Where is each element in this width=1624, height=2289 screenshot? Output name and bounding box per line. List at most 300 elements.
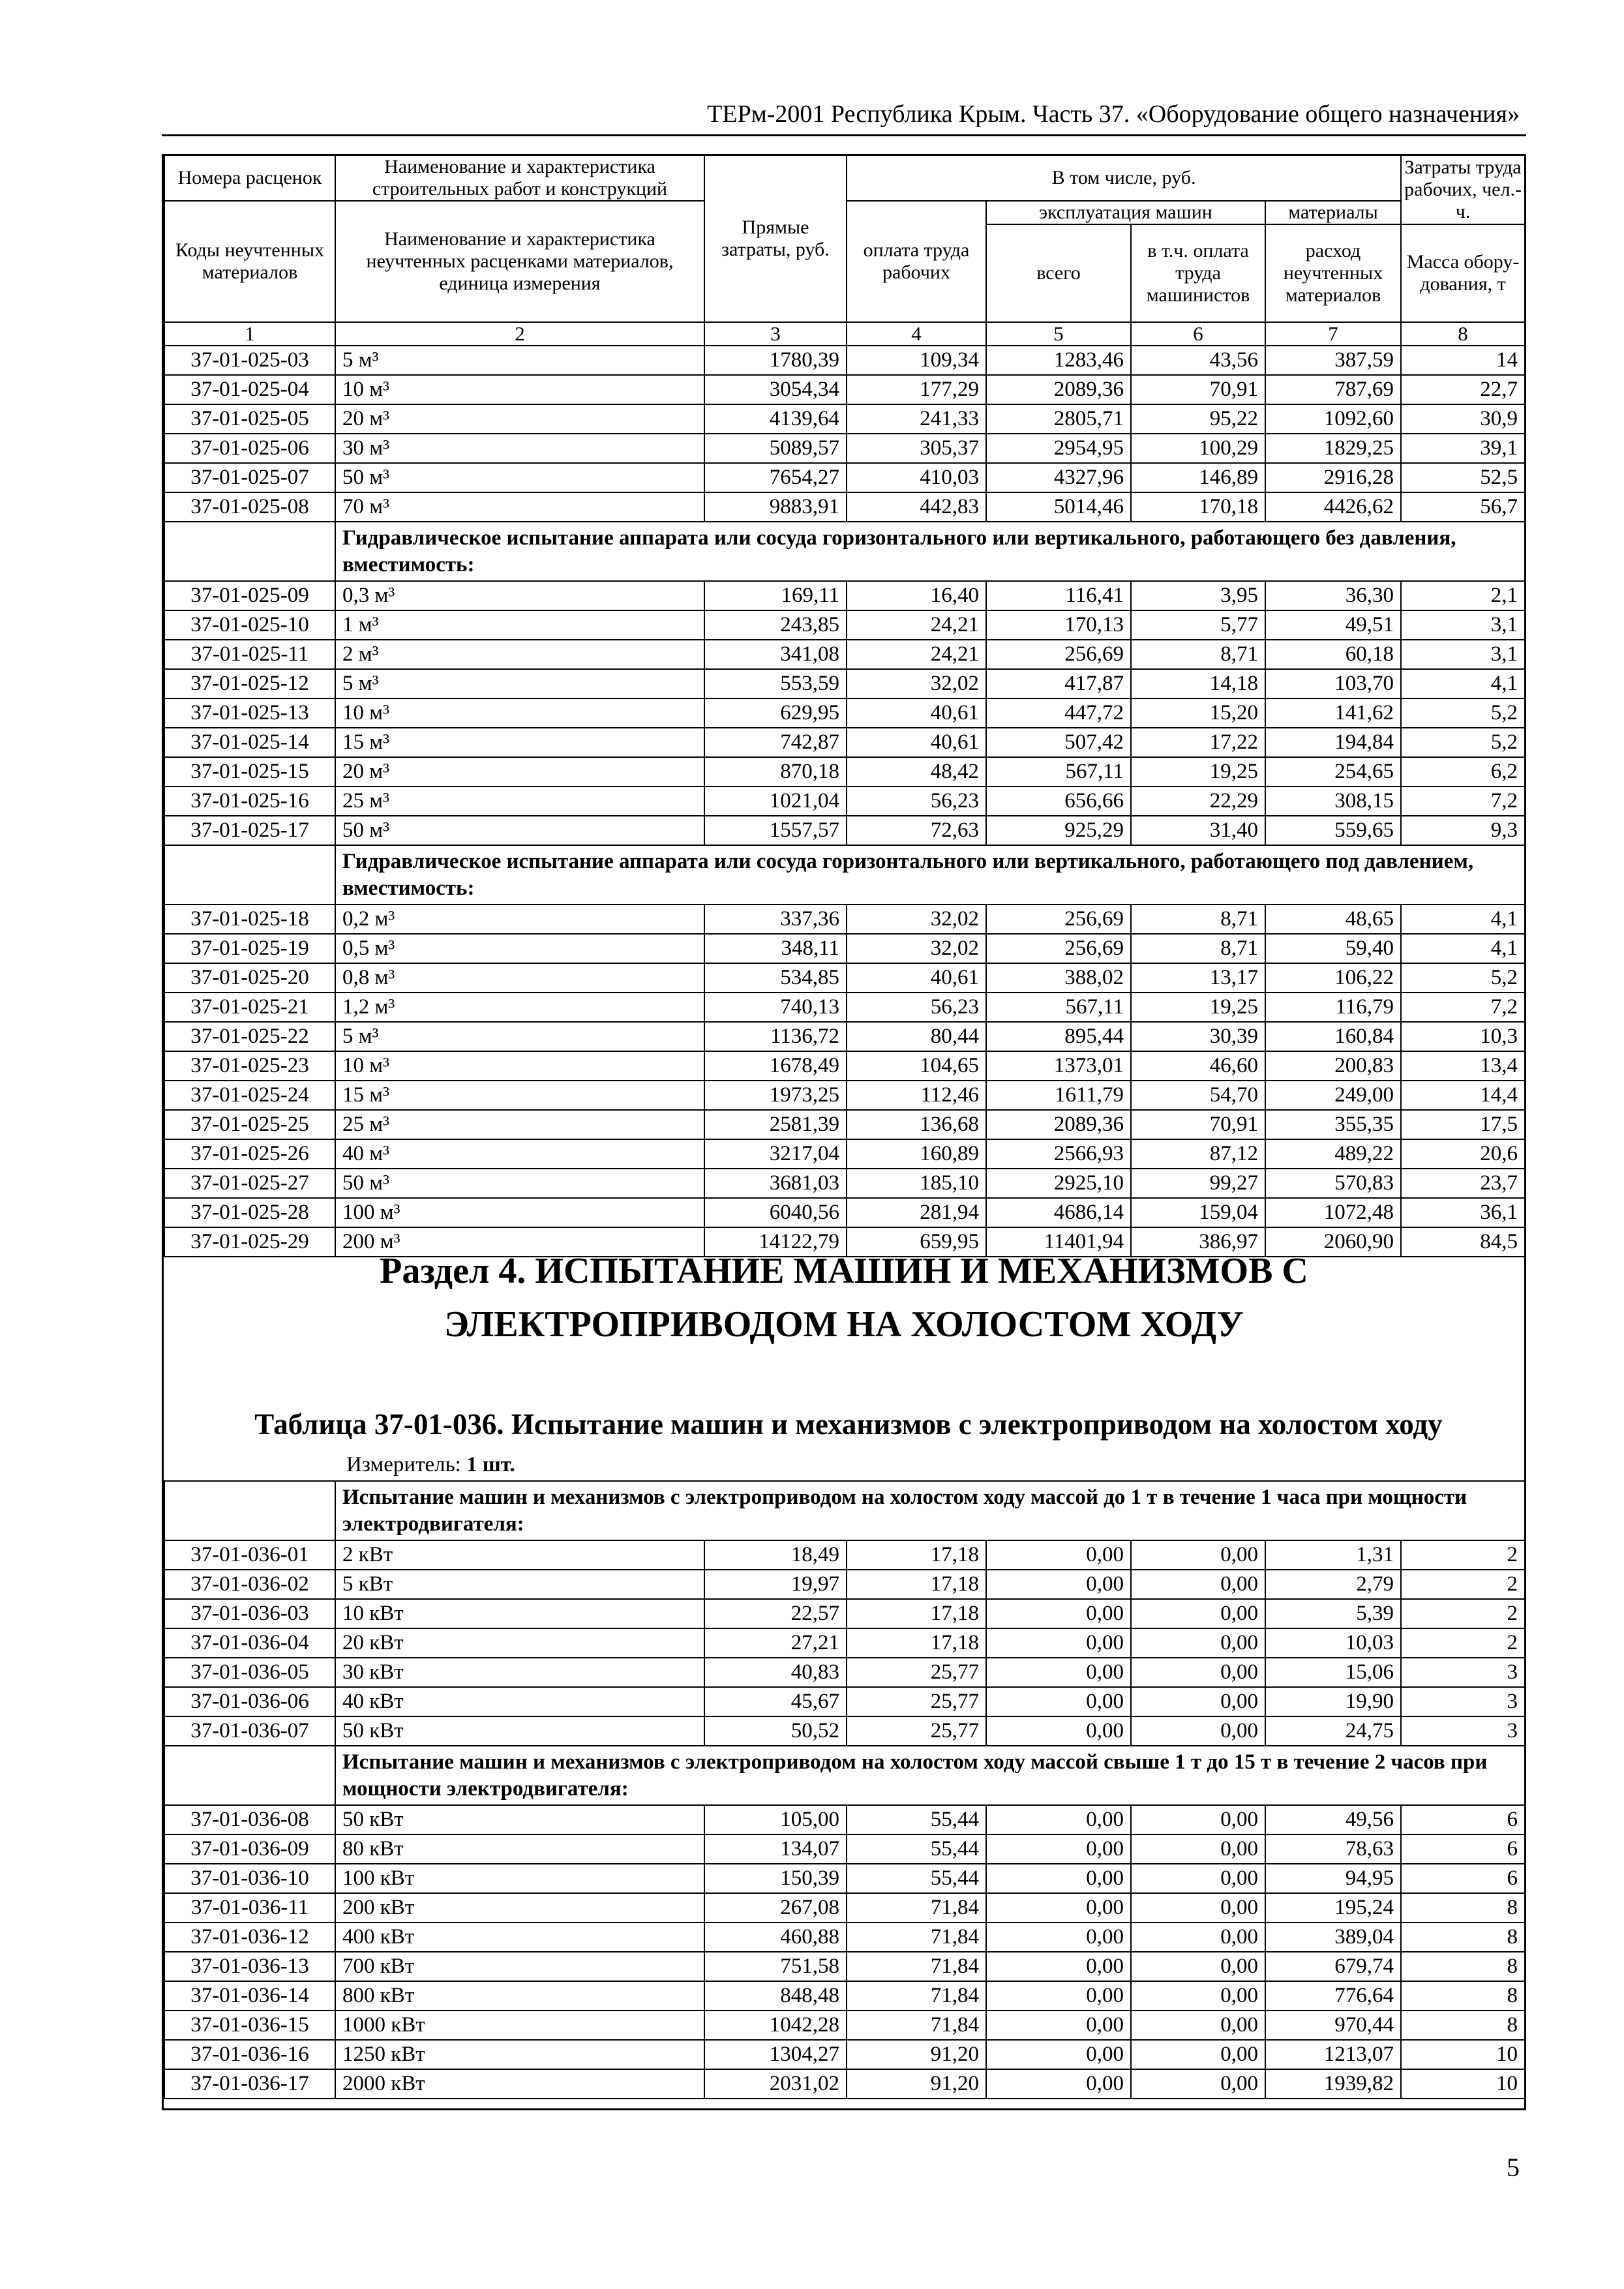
- cell-worker-pay: 71,84: [847, 1922, 986, 1952]
- cell-direct-costs: 267,08: [704, 1893, 847, 1922]
- header-machine-total: всего: [986, 224, 1131, 322]
- table-row: [164, 463, 1525, 492]
- table-row: [164, 1805, 1525, 1834]
- cell-machine-total: 656,66: [986, 786, 1131, 816]
- cell-direct-costs: 105,00: [704, 1805, 847, 1834]
- column-number: 8: [1401, 322, 1525, 346]
- table-row: [164, 669, 1525, 698]
- cell-materials: 1939,82: [1265, 2069, 1401, 2099]
- header-machinist-pay: в т.ч. оплата труда машинистов: [1131, 224, 1265, 322]
- cell-work-name: 2000 кВт: [335, 2069, 704, 2099]
- cell-labor-costs: 6: [1401, 1864, 1525, 1893]
- header-rate-numbers: Номера расценок: [164, 155, 335, 202]
- cell-rate-code: 37-01-025-18: [164, 905, 335, 934]
- cell-machinist-pay: 70,91: [1131, 375, 1265, 404]
- cell-labor-costs: 56,7: [1401, 492, 1525, 522]
- cell-machinist-pay: 0,00: [1131, 1864, 1265, 1893]
- cell-worker-pay: 109,34: [847, 346, 986, 375]
- cell-labor-costs: 36,1: [1401, 1198, 1525, 1227]
- cell-labor-costs: 4,1: [1401, 934, 1525, 963]
- cell-direct-costs: 2031,02: [704, 2069, 847, 2099]
- cell-worker-pay: 91,20: [847, 2069, 986, 2099]
- cell-direct-costs: 243,85: [704, 610, 847, 640]
- cell-machinist-pay: 13,17: [1131, 963, 1265, 993]
- group-heading-row: [164, 1481, 1525, 1540]
- cell-labor-costs: 7,2: [1401, 786, 1525, 816]
- cell-work-name: 100 м³: [335, 1198, 704, 1227]
- cell-work-name: 40 м³: [335, 1139, 704, 1169]
- cell-labor-costs: 52,5: [1401, 463, 1525, 492]
- cell-direct-costs: 740,13: [704, 993, 847, 1022]
- group-heading: Испытание машин и механизмов с электроприводом на холостом ходу массой свыше 1 т до 15 т в течение 2 часов при мощности электродвигателя:: [335, 1746, 1525, 1805]
- header-material-consumption: расход неучтенных материалов: [1265, 224, 1401, 322]
- measure-value: 1 шт.: [466, 1453, 515, 1476]
- cell-materials: 1,31: [1265, 1540, 1401, 1570]
- cell-work-name: 40 кВт: [335, 1687, 704, 1716]
- table-row: [164, 1687, 1525, 1716]
- table-row: [164, 1051, 1525, 1081]
- cell-machinist-pay: 0,00: [1131, 2011, 1265, 2040]
- cell-materials: 308,15: [1265, 786, 1401, 816]
- cell-rate-code: 37-01-025-12: [164, 669, 335, 698]
- cell-machinist-pay: 0,00: [1131, 1687, 1265, 1716]
- cell-worker-pay: 55,44: [847, 1864, 986, 1893]
- cell-machine-total: 2089,36: [986, 1110, 1131, 1139]
- cell-work-name: 15 м³: [335, 728, 704, 757]
- cell-machine-total: 0,00: [986, 1687, 1131, 1716]
- cell-rate-code: 37-01-036-17: [164, 2069, 335, 2099]
- cell-rate-code: 37-01-036-09: [164, 1834, 335, 1864]
- cell-machinist-pay: 0,00: [1131, 1834, 1265, 1864]
- cell-rate-code: 37-01-036-06: [164, 1687, 335, 1716]
- rates-table-37-01-025: [164, 154, 1526, 1257]
- cell-machinist-pay: 0,00: [1131, 1628, 1265, 1658]
- cell-materials: 78,63: [1265, 1834, 1401, 1864]
- cell-rate-code: 37-01-025-16: [164, 786, 335, 816]
- cell-materials: 59,40: [1265, 934, 1401, 963]
- cell-rate-code: 37-01-036-02: [164, 1570, 335, 1599]
- table-row: [164, 816, 1525, 845]
- cell-work-name: 0,2 м³: [335, 905, 704, 934]
- cell-work-name: 200 кВт: [335, 1893, 704, 1922]
- header-machine-operation: эксплуатация машин: [986, 201, 1265, 224]
- cell-work-name: 15 м³: [335, 1081, 704, 1110]
- table-row: [164, 1864, 1525, 1893]
- cell-labor-costs: 39,1: [1401, 434, 1525, 463]
- cell-materials: 2916,28: [1265, 463, 1401, 492]
- cell-machinist-pay: 146,89: [1131, 463, 1265, 492]
- cell-rate-code: 37-01-025-28: [164, 1198, 335, 1227]
- price-sheet: [162, 154, 1526, 2110]
- cell-worker-pay: 71,84: [847, 2011, 986, 2040]
- cell-labor-costs: 4,1: [1401, 669, 1525, 698]
- cell-worker-pay: 17,18: [847, 1540, 986, 1570]
- cell-labor-costs: 3,1: [1401, 610, 1525, 640]
- cell-materials: 570,83: [1265, 1169, 1401, 1198]
- cell-worker-pay: 17,18: [847, 1599, 986, 1628]
- cell-machine-total: 0,00: [986, 1893, 1131, 1922]
- cell-machinist-pay: 19,25: [1131, 757, 1265, 786]
- cell-materials: 10,03: [1265, 1628, 1401, 1658]
- cell-work-name: 0,5 м³: [335, 934, 704, 963]
- cell-worker-pay: 40,61: [847, 963, 986, 993]
- cell-rate-code: 37-01-036-04: [164, 1628, 335, 1658]
- cell-rate-code: 37-01-025-06: [164, 434, 335, 463]
- cell-direct-costs: 460,88: [704, 1922, 847, 1952]
- cell-worker-pay: 71,84: [847, 1893, 986, 1922]
- cell-rate-code: 37-01-025-09: [164, 581, 335, 610]
- cell-rate-code: 37-01-036-05: [164, 1658, 335, 1687]
- cell-rate-code: 37-01-025-04: [164, 375, 335, 404]
- group-blank-cell: [164, 522, 335, 581]
- cell-direct-costs: 2581,39: [704, 1110, 847, 1139]
- cell-labor-costs: 9,3: [1401, 816, 1525, 845]
- cell-machine-total: 170,13: [986, 610, 1131, 640]
- cell-direct-costs: 22,57: [704, 1599, 847, 1628]
- cell-rate-code: 37-01-036-13: [164, 1952, 335, 1981]
- cell-worker-pay: 112,46: [847, 1081, 986, 1110]
- cell-rate-code: 37-01-025-27: [164, 1169, 335, 1198]
- table-row: [164, 2011, 1525, 2040]
- cell-rate-code: 37-01-036-10: [164, 1864, 335, 1893]
- cell-work-name: 50 м³: [335, 816, 704, 845]
- cell-machinist-pay: 0,00: [1131, 1716, 1265, 1746]
- cell-direct-costs: 1021,04: [704, 786, 847, 816]
- cell-materials: 116,79: [1265, 993, 1401, 1022]
- cell-worker-pay: 25,77: [847, 1687, 986, 1716]
- cell-machinist-pay: 0,00: [1131, 1599, 1265, 1628]
- cell-worker-pay: 80,44: [847, 1022, 986, 1051]
- cell-machinist-pay: 8,71: [1131, 905, 1265, 934]
- header-material-codes: Коды неучтенных материалов: [164, 201, 335, 322]
- cell-machinist-pay: 31,40: [1131, 816, 1265, 845]
- cell-labor-costs: 30,9: [1401, 404, 1525, 434]
- cell-direct-costs: 1678,49: [704, 1051, 847, 1081]
- cell-machinist-pay: 386,97: [1131, 1227, 1265, 1257]
- cell-direct-costs: 629,95: [704, 698, 847, 728]
- cell-materials: 195,24: [1265, 1893, 1401, 1922]
- cell-materials: 103,70: [1265, 669, 1401, 698]
- cell-worker-pay: 104,65: [847, 1051, 986, 1081]
- cell-direct-costs: 169,11: [704, 581, 847, 610]
- cell-materials: 389,04: [1265, 1922, 1401, 1952]
- cell-direct-costs: 337,36: [704, 905, 847, 934]
- cell-worker-pay: 32,02: [847, 934, 986, 963]
- cell-labor-costs: 6,2: [1401, 757, 1525, 786]
- table-row: [164, 728, 1525, 757]
- cell-machine-total: 0,00: [986, 1981, 1131, 2011]
- cell-rate-code: 37-01-025-14: [164, 728, 335, 757]
- cell-direct-costs: 1136,72: [704, 1022, 847, 1051]
- cell-rate-code: 37-01-025-24: [164, 1081, 335, 1110]
- cell-materials: 19,90: [1265, 1687, 1401, 1716]
- cell-worker-pay: 55,44: [847, 1834, 986, 1864]
- cell-rate-code: 37-01-036-07: [164, 1716, 335, 1746]
- cell-machinist-pay: 0,00: [1131, 1893, 1265, 1922]
- cell-machine-total: 895,44: [986, 1022, 1131, 1051]
- cell-machine-total: 256,69: [986, 905, 1131, 934]
- cell-rate-code: 37-01-025-25: [164, 1110, 335, 1139]
- cell-machinist-pay: 0,00: [1131, 1981, 1265, 2011]
- section-title: [164, 1244, 1524, 1351]
- cell-work-name: 30 м³: [335, 434, 704, 463]
- cell-direct-costs: 150,39: [704, 1864, 847, 1893]
- cell-machine-total: 2089,36: [986, 375, 1131, 404]
- cell-labor-costs: 14,4: [1401, 1081, 1525, 1110]
- cell-worker-pay: 16,40: [847, 581, 986, 610]
- cell-worker-pay: 25,77: [847, 1716, 986, 1746]
- cell-machine-total: 417,87: [986, 669, 1131, 698]
- cell-work-name: 50 кВт: [335, 1716, 704, 1746]
- cell-machine-total: 567,11: [986, 993, 1131, 1022]
- cell-rate-code: 37-01-025-08: [164, 492, 335, 522]
- cell-materials: 160,84: [1265, 1022, 1401, 1051]
- table-row: [164, 934, 1525, 963]
- cell-rate-code: 37-01-025-23: [164, 1051, 335, 1081]
- cell-machine-total: 116,41: [986, 581, 1131, 610]
- cell-materials: 36,30: [1265, 581, 1401, 610]
- cell-materials: 4426,62: [1265, 492, 1401, 522]
- cell-labor-costs: 22,7: [1401, 375, 1525, 404]
- cell-machine-total: 0,00: [986, 2069, 1131, 2099]
- cell-worker-pay: 72,63: [847, 816, 986, 845]
- cell-worker-pay: 32,02: [847, 905, 986, 934]
- cell-worker-pay: 71,84: [847, 1952, 986, 1981]
- page-number: 5: [1507, 2153, 1520, 2182]
- cell-labor-costs: 2: [1401, 1540, 1525, 1570]
- cell-work-name: 5 кВт: [335, 1570, 704, 1599]
- cell-materials: 49,51: [1265, 610, 1401, 640]
- cell-materials: 5,39: [1265, 1599, 1401, 1628]
- cell-machine-total: 0,00: [986, 1716, 1131, 1746]
- cell-materials: 141,62: [1265, 698, 1401, 728]
- cell-rate-code: 37-01-025-26: [164, 1139, 335, 1169]
- cell-direct-costs: 40,83: [704, 1658, 847, 1687]
- cell-machine-total: 1373,01: [986, 1051, 1131, 1081]
- cell-materials: 15,06: [1265, 1658, 1401, 1687]
- cell-materials: 254,65: [1265, 757, 1401, 786]
- cell-materials: 24,75: [1265, 1716, 1401, 1746]
- column-number: 7: [1265, 322, 1401, 346]
- cell-work-name: 50 м³: [335, 463, 704, 492]
- cell-machinist-pay: 95,22: [1131, 404, 1265, 434]
- cell-rate-code: 37-01-025-19: [164, 934, 335, 963]
- cell-work-name: 10 м³: [335, 375, 704, 404]
- cell-labor-costs: 8: [1401, 2011, 1525, 2040]
- cell-direct-costs: 19,97: [704, 1570, 847, 1599]
- cell-direct-costs: 27,21: [704, 1628, 847, 1658]
- cell-machine-total: 0,00: [986, 1628, 1131, 1658]
- cell-direct-costs: 553,59: [704, 669, 847, 698]
- header-equipment-mass: Масса обору-дования, т: [1401, 224, 1525, 322]
- table-row: [164, 905, 1525, 934]
- group-blank-cell: [164, 1746, 335, 1805]
- cell-labor-costs: 17,5: [1401, 1110, 1525, 1139]
- cell-machinist-pay: 46,60: [1131, 1051, 1265, 1081]
- cell-materials: 94,95: [1265, 1864, 1401, 1893]
- cell-rate-code: 37-01-025-29: [164, 1227, 335, 1257]
- cell-worker-pay: 40,61: [847, 728, 986, 757]
- table-row: [164, 1834, 1525, 1864]
- cell-materials: 60,18: [1265, 640, 1401, 669]
- cell-machine-total: 2566,93: [986, 1139, 1131, 1169]
- cell-labor-costs: 10: [1401, 2069, 1525, 2099]
- cell-materials: 194,84: [1265, 728, 1401, 757]
- cell-direct-costs: 4139,64: [704, 404, 847, 434]
- cell-rate-code: 37-01-025-11: [164, 640, 335, 669]
- table-row: [164, 2069, 1525, 2099]
- cell-machine-total: 0,00: [986, 1805, 1131, 1834]
- table-row: [164, 610, 1525, 640]
- cell-worker-pay: 177,29: [847, 375, 986, 404]
- cell-labor-costs: 2: [1401, 1599, 1525, 1628]
- cell-worker-pay: 305,37: [847, 434, 986, 463]
- cell-worker-pay: 185,10: [847, 1169, 986, 1198]
- table-row: [164, 640, 1525, 669]
- cell-materials: 1829,25: [1265, 434, 1401, 463]
- cell-worker-pay: 56,23: [847, 786, 986, 816]
- cell-labor-costs: 23,7: [1401, 1169, 1525, 1198]
- cell-work-name: 2 м³: [335, 640, 704, 669]
- cell-machine-total: 11401,94: [986, 1227, 1131, 1257]
- table-row: [164, 1081, 1525, 1110]
- cell-machine-total: 2805,71: [986, 404, 1131, 434]
- cell-machinist-pay: 8,71: [1131, 640, 1265, 669]
- cell-materials: 489,22: [1265, 1139, 1401, 1169]
- cell-worker-pay: 17,18: [847, 1570, 986, 1599]
- table-row: [164, 1022, 1525, 1051]
- section-title-line-2: ЭЛЕКТРОПРИВОДОМ НА ХОЛОСТОМ ХОДУ: [444, 1304, 1244, 1345]
- cell-direct-costs: 50,52: [704, 1716, 847, 1746]
- cell-materials: 1072,48: [1265, 1198, 1401, 1227]
- cell-rate-code: 37-01-025-05: [164, 404, 335, 434]
- cell-machinist-pay: 87,12: [1131, 1139, 1265, 1169]
- cell-direct-costs: 1557,57: [704, 816, 847, 845]
- cell-machine-total: 507,42: [986, 728, 1131, 757]
- table-row: [164, 698, 1525, 728]
- cell-materials: 249,00: [1265, 1081, 1401, 1110]
- table-row: [164, 963, 1525, 993]
- cell-machinist-pay: 8,71: [1131, 934, 1265, 963]
- cell-materials: 48,65: [1265, 905, 1401, 934]
- cell-direct-costs: 1780,39: [704, 346, 847, 375]
- table-row: [164, 1893, 1525, 1922]
- cell-machinist-pay: 70,91: [1131, 1110, 1265, 1139]
- cell-labor-costs: 8: [1401, 1922, 1525, 1952]
- cell-work-name: 1000 кВт: [335, 2011, 704, 2040]
- cell-machine-total: 256,69: [986, 934, 1131, 963]
- cell-labor-costs: 13,4: [1401, 1051, 1525, 1081]
- cell-materials: 387,59: [1265, 346, 1401, 375]
- cell-machine-total: 2954,95: [986, 434, 1131, 463]
- cell-work-name: 5 м³: [335, 346, 704, 375]
- table-row: [164, 346, 1525, 375]
- cell-machinist-pay: 19,25: [1131, 993, 1265, 1022]
- table-row: [164, 1198, 1525, 1227]
- cell-machinist-pay: 43,56: [1131, 346, 1265, 375]
- cell-machine-total: 925,29: [986, 816, 1131, 845]
- cell-work-name: 1 м³: [335, 610, 704, 640]
- cell-direct-costs: 3054,34: [704, 375, 847, 404]
- column-number: 3: [704, 322, 847, 346]
- group-heading-row: [164, 522, 1525, 581]
- cell-labor-costs: 2: [1401, 1570, 1525, 1599]
- cell-work-name: 25 м³: [335, 1110, 704, 1139]
- cell-labor-costs: 2: [1401, 1628, 1525, 1658]
- table-row: [164, 1110, 1525, 1139]
- cell-machinist-pay: 0,00: [1131, 2069, 1265, 2099]
- table-row: [164, 2040, 1525, 2069]
- cell-work-name: 10 м³: [335, 1051, 704, 1081]
- cell-worker-pay: 25,77: [847, 1658, 986, 1687]
- cell-work-name: 100 кВт: [335, 1864, 704, 1893]
- table-row: [164, 1169, 1525, 1198]
- cell-worker-pay: 136,68: [847, 1110, 986, 1139]
- header-direct-costs: Прямые затраты, руб.: [704, 155, 847, 323]
- cell-machinist-pay: 3,95: [1131, 581, 1265, 610]
- cell-rate-code: 37-01-025-17: [164, 816, 335, 845]
- cell-machinist-pay: 0,00: [1131, 1658, 1265, 1687]
- cell-direct-costs: 1304,27: [704, 2040, 847, 2069]
- cell-machinist-pay: 17,22: [1131, 728, 1265, 757]
- cell-machine-total: 0,00: [986, 1540, 1131, 1570]
- cell-machine-total: 0,00: [986, 2011, 1131, 2040]
- cell-worker-pay: 56,23: [847, 993, 986, 1022]
- cell-work-name: 700 кВт: [335, 1952, 704, 1981]
- group-blank-cell: [164, 845, 335, 905]
- cell-machinist-pay: 0,00: [1131, 1922, 1265, 1952]
- cell-direct-costs: 18,49: [704, 1540, 847, 1570]
- cell-machine-total: 0,00: [986, 1864, 1131, 1893]
- cell-rate-code: 37-01-036-08: [164, 1805, 335, 1834]
- group-heading: Гидравлическое испытание аппарата или сосуда горизонтального или вертикального, работающего без давления, вместимость:: [335, 522, 1525, 581]
- cell-work-name: 0,3 м³: [335, 581, 704, 610]
- table-row: [164, 492, 1525, 522]
- cell-machinist-pay: 15,20: [1131, 698, 1265, 728]
- cell-materials: 970,44: [1265, 2011, 1401, 2040]
- cell-labor-costs: 20,6: [1401, 1139, 1525, 1169]
- table-row: [164, 1716, 1525, 1746]
- cell-labor-costs: 84,5: [1401, 1227, 1525, 1257]
- cell-work-name: 400 кВт: [335, 1922, 704, 1952]
- table-row: [164, 1628, 1525, 1658]
- header-work-name: Наименование и характеристика строительных работ и конструкций: [335, 155, 704, 202]
- cell-machinist-pay: 0,00: [1131, 1805, 1265, 1834]
- cell-rate-code: 37-01-036-14: [164, 1981, 335, 2011]
- cell-labor-costs: 8: [1401, 1981, 1525, 2011]
- table-row: [164, 581, 1525, 610]
- cell-materials: 2060,90: [1265, 1227, 1401, 1257]
- cell-work-name: 1,2 м³: [335, 993, 704, 1022]
- cell-work-name: 200 м³: [335, 1227, 704, 1257]
- cell-materials: 355,35: [1265, 1110, 1401, 1139]
- cell-direct-costs: 341,08: [704, 640, 847, 669]
- cell-materials: 49,56: [1265, 1805, 1401, 1834]
- cell-machine-total: 567,11: [986, 757, 1131, 786]
- cell-materials: 679,74: [1265, 1952, 1401, 1981]
- cell-direct-costs: 348,11: [704, 934, 847, 963]
- header-rule: [162, 134, 1526, 136]
- section-title-line-1: Раздел 4. ИСПЫТАНИЕ МАШИН И МЕХАНИЗМОВ С: [380, 1251, 1308, 1291]
- cell-work-name: 2 кВт: [335, 1540, 704, 1570]
- column-number: 2: [335, 322, 704, 346]
- cell-labor-costs: 8: [1401, 1893, 1525, 1922]
- cell-direct-costs: 9883,91: [704, 492, 847, 522]
- cell-worker-pay: 48,42: [847, 757, 986, 786]
- cell-labor-costs: 14: [1401, 346, 1525, 375]
- cell-machine-total: 1611,79: [986, 1081, 1131, 1110]
- cell-work-name: 50 кВт: [335, 1805, 704, 1834]
